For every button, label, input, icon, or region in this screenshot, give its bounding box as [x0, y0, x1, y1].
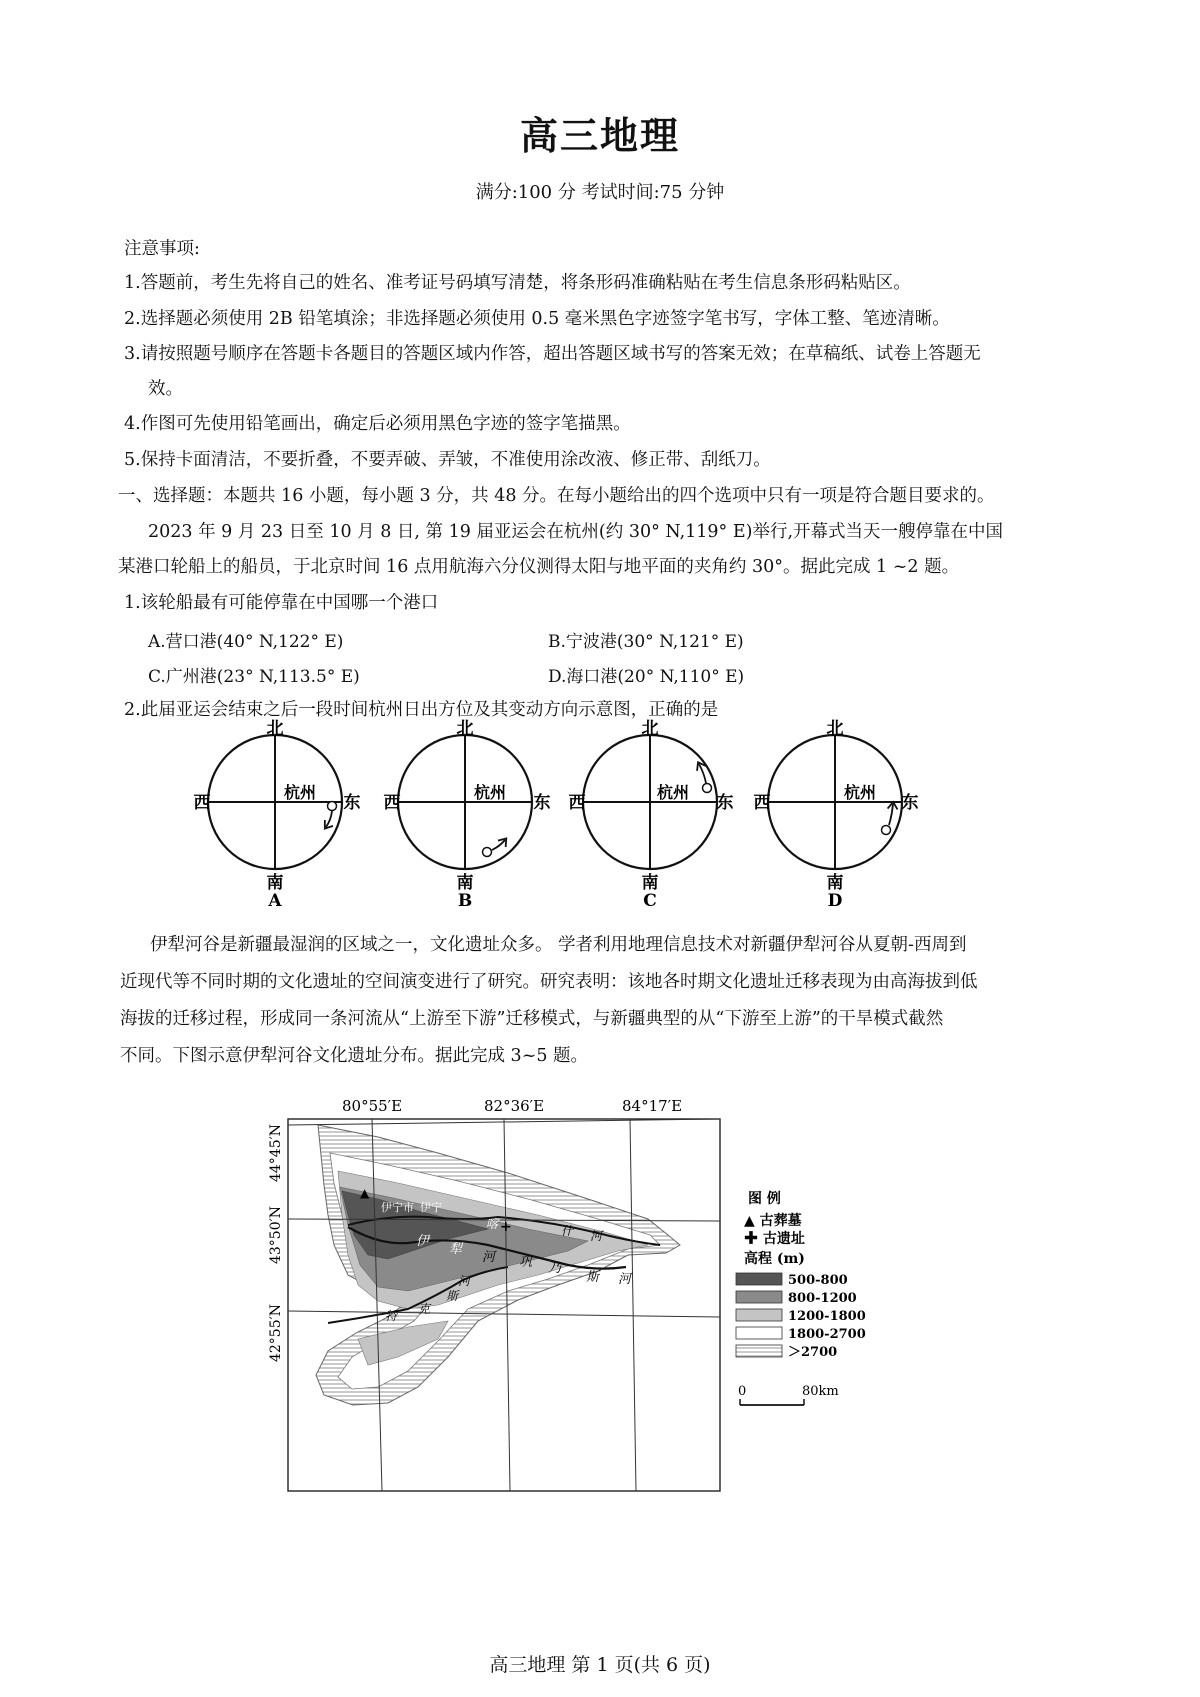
- lat-label: 42°55′N: [268, 1303, 284, 1363]
- diagram-d: [754, 719, 919, 911]
- legend-label: 800-1200: [788, 1291, 857, 1306]
- river-label: 什: [561, 1224, 574, 1238]
- scale-end: 80km: [802, 1384, 839, 1399]
- sunrise-point: [328, 802, 337, 811]
- notice-heading: 注意事项:: [124, 239, 200, 259]
- legend-elevation-title: 高程 (m): [744, 1251, 805, 1267]
- page-footer: 高三地理 第 1 页(共 6 页): [489, 1654, 711, 1676]
- passage-line: 海拔的迁移过程，形成同一条河流从“上游至下游”迁移模式，与新疆典型的从“下游至上游”的干旱模式截然: [120, 1009, 944, 1029]
- shift-arrow: [492, 840, 505, 850]
- south-label: 南: [456, 873, 474, 893]
- river-label: 特: [385, 1309, 398, 1323]
- lon-label: 84°17′E: [621, 1097, 683, 1115]
- legend-label: 1200-1800: [788, 1309, 866, 1324]
- north-label: 北: [266, 719, 284, 739]
- legend-label: ＞2700: [788, 1345, 838, 1360]
- notice-item: 4.作图可先使用铅笔画出，确定后必须用黑色字迹的签字笔描黑。: [124, 414, 631, 434]
- legend-swatch: [736, 1345, 782, 1357]
- section-heading: 一、选择题：本题共 16 小题，每小题 3 分，共 48 分。在每小题给出的四个选项中只有一项是符合题目要求的。: [118, 486, 995, 506]
- passage-line: 近现代等不同时期的文化遗址的空间演变进行了研究。研究表明：该地各时期文化遗址迁移表现为由高海拔到低: [120, 972, 978, 992]
- south-label: 南: [826, 873, 844, 893]
- north-label: 北: [456, 719, 474, 739]
- river-label: 犁: [449, 1242, 463, 1257]
- shift-arrow: [889, 804, 893, 825]
- south-label: 南: [266, 873, 284, 893]
- legend-label: 1800-2700: [788, 1327, 866, 1342]
- passage-line: 2023 年 9 月 23 日至 10 月 8 日, 第 19 届亚运会在杭州(约 30° N,119° E)举行,开幕式当天一艘停靠在中国: [148, 522, 1004, 542]
- legend-site: ✚ 古遗址: [744, 1231, 805, 1247]
- map-legend: [736, 1190, 866, 1405]
- question-2-stem: 2.此届亚运会结束之后一段时间杭州日出方位及其变动方向示意图，正确的是: [124, 700, 719, 720]
- east-label: 东: [716, 793, 734, 813]
- east-label: 东: [901, 793, 919, 813]
- legend-swatch: [736, 1273, 782, 1285]
- east-label: 东: [343, 793, 361, 813]
- diagram-label-b: B: [457, 891, 473, 911]
- city-label: 杭州: [283, 783, 317, 802]
- river-label: 斯: [446, 1289, 459, 1303]
- river-label: 喀: [486, 1217, 499, 1231]
- river-label: 克: [418, 1302, 431, 1316]
- river-label: 巩: [519, 1255, 533, 1270]
- river-label: 河: [618, 1272, 632, 1287]
- legend-tomb: ▲ 古葬墓: [744, 1213, 802, 1229]
- legend-swatch: [736, 1291, 782, 1303]
- west-label: 西: [568, 793, 586, 813]
- river-label: 伊: [416, 1234, 430, 1249]
- legend-title: 图 例: [748, 1191, 781, 1207]
- passage-line: 某港口轮船上的船员，于北京时间 16 点用航海六分仪测得太阳与地平面的夹角约 30°。据此完成 1 ~2 题。: [118, 557, 960, 577]
- diagram-a: [194, 719, 361, 911]
- city-label: 杭州: [843, 783, 877, 802]
- west-label: 西: [193, 793, 211, 813]
- question-1-stem: 1.该轮船最有可能停靠在中国哪一个港口: [124, 593, 439, 613]
- page-title: 高三地理: [519, 113, 680, 158]
- tomb-marker: ▲: [360, 1186, 370, 1200]
- q1-option-d: D.海口港(20° N,110° E): [548, 667, 745, 687]
- passage-line: 不同。下图示意伊犁河谷文化遗址分布。据此完成 3~5 题。: [120, 1046, 589, 1066]
- notice-item: 1.答题前，考生先将自己的姓名、准考证号码填写清楚，将条形码准确粘贴在考生信息条形码粘贴区。: [124, 273, 911, 293]
- legend-label: 500-800: [788, 1273, 848, 1288]
- q1-option-b: B.宁波港(30° N,121° E): [548, 632, 744, 652]
- shift-arrow: [699, 764, 706, 783]
- diagram-b: [384, 719, 551, 911]
- north-label: 北: [641, 719, 659, 739]
- shift-arrow: [326, 811, 332, 827]
- legend-swatch: [736, 1309, 782, 1321]
- sunrise-point: [483, 848, 492, 857]
- lon-label: 80°55′E: [341, 1097, 403, 1115]
- city-label: 伊宁市: [381, 1201, 414, 1214]
- legend-swatch: [736, 1327, 782, 1339]
- scale-zero: 0: [738, 1384, 747, 1399]
- ili-valley-map: [268, 1095, 908, 1525]
- river-label: 河: [482, 1250, 496, 1265]
- river-label: 河: [458, 1274, 471, 1288]
- sunrise-diagrams: [180, 718, 940, 914]
- notice-item: 5.保持卡面清洁，不要折叠，不要弄破、弄皱，不准使用涂改液、修正带、刮纸刀。: [124, 450, 771, 470]
- sunrise-point: [882, 826, 891, 835]
- lat-label: 44°45′N: [268, 1123, 284, 1183]
- exam-info: 满分:100 分 考试时间:75 分钟: [475, 182, 725, 203]
- site-marker: +: [500, 1219, 512, 1235]
- city-label: 杭州: [473, 783, 507, 802]
- city-label: 伊宁: [420, 1201, 442, 1214]
- river-label: 河: [590, 1229, 603, 1243]
- lat-label: 43°50′N: [268, 1205, 284, 1265]
- diagram-c: [569, 719, 734, 911]
- q1-option-c: C.广州港(23° N,113.5° E): [148, 667, 360, 687]
- notice-item: 2.选择题必须使用 2B 铅笔填涂；非选择题必须使用 0.5 毫米黑色字迹签字笔书写，字体工整、笔迹清晰。: [124, 309, 950, 329]
- passage-line: 伊犁河谷是新疆最湿润的区域之一，文化遗址众多。 学者利用地理信息技术对新疆伊犁河谷从夏朝-西周到: [150, 935, 967, 955]
- river-label: 乃: [548, 1261, 562, 1276]
- notice-item: 效。: [148, 379, 183, 399]
- diagram-label-a: A: [268, 891, 282, 911]
- south-label: 南: [641, 873, 659, 893]
- sunrise-point: [703, 784, 712, 793]
- q1-option-a: A.营口港(40° N,122° E): [148, 632, 344, 652]
- west-label: 西: [753, 793, 771, 813]
- notice-item: 3.请按照题号顺序在答题卡各题目的答题区域内作答，超出答题区域书写的答案无效；在草稿纸、试卷上答题无: [124, 344, 981, 364]
- river-label: 斯: [586, 1270, 600, 1285]
- diagram-label-d: D: [827, 891, 843, 911]
- west-label: 西: [383, 793, 401, 813]
- east-label: 东: [533, 793, 551, 813]
- north-label: 北: [826, 719, 844, 739]
- diagram-label-c: C: [643, 891, 657, 911]
- city-label: 杭州: [656, 783, 690, 802]
- lon-label: 82°36′E: [483, 1097, 545, 1115]
